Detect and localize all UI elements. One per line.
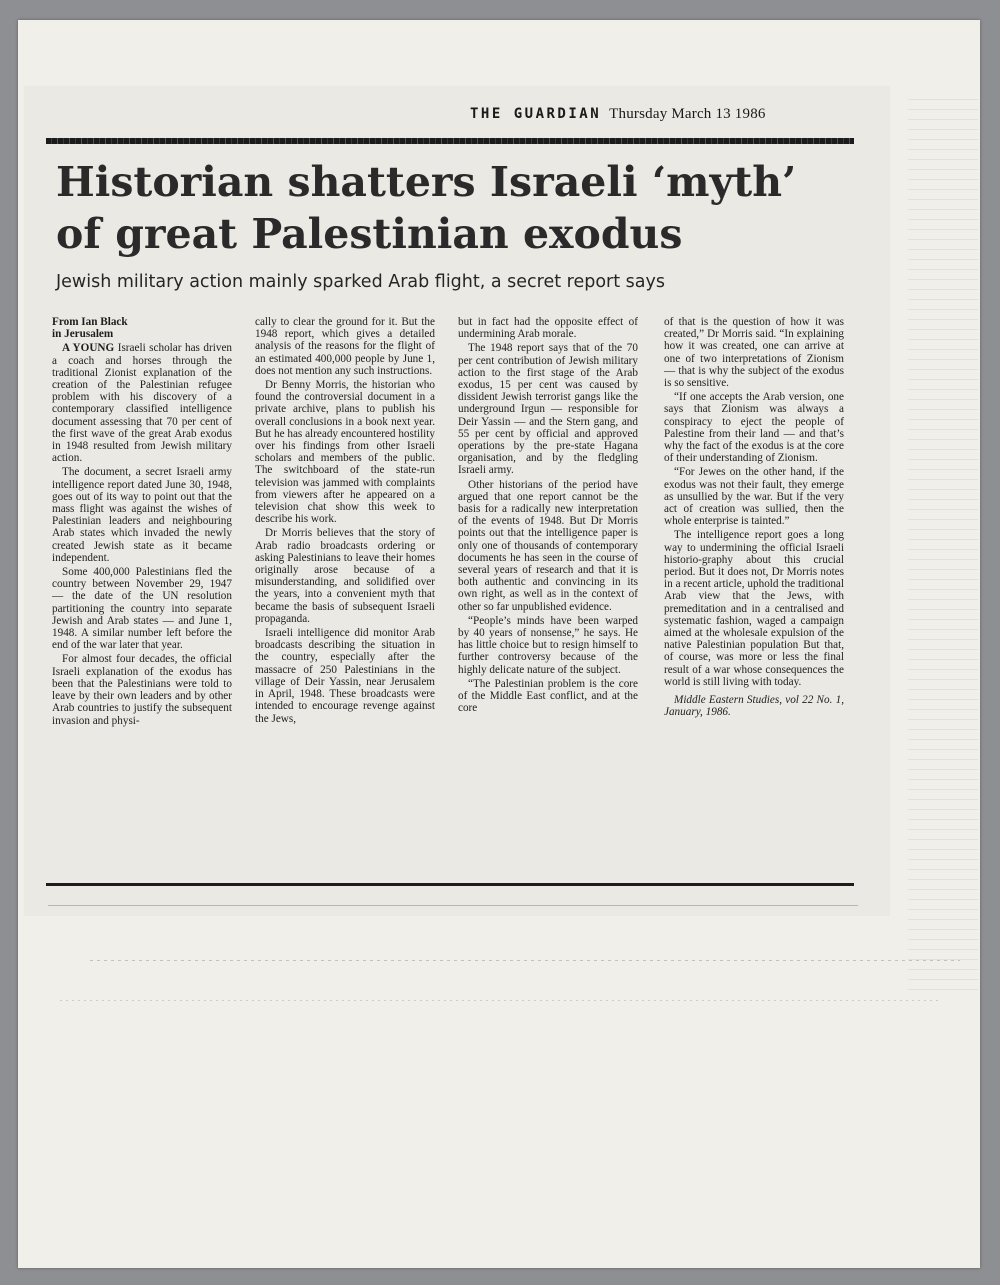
column-1 bbox=[52, 316, 232, 729]
paragraph bbox=[52, 342, 232, 464]
paragraph: Other historians of the period have argued that one report cannot be the basis for a radically new interpretation of the events of 1948. But Dr Morris points out that the intelligence paper is only one of thousands of contemporary documents he has seen in the course of several years of research and that it is both authentic and convincing in its own right, as well as in the context of other so far unpublished evidence. bbox=[458, 478, 638, 613]
paragraph: “If one accepts the Arab version, one says that Zionism was always a conspiracy to eject the people of Palestine from their land — and that’s why the fact of the exodus is at the core of their understanding of Zionism. bbox=[664, 391, 844, 465]
source-citation: Middle Eastern Studies, vol 22 No. 1, January, 1986. bbox=[664, 694, 844, 719]
paragraph-text: Israeli scholar has driven a coach and horses through the traditional Zionist explanation of the creation of the Palestinian refugee problem with his discovery of a contemporary classified intelligence document assessing that 70 per cent of the first wave of the great Arab exodus in 1948 resulted from Jewish military action. bbox=[52, 342, 232, 465]
paragraph: The intelligence report goes a long way to undermining the official Israeli historio-graphy about this crucial period. But it does not, Dr Morris notes in a recent article, uphold the traditional Arab view that the Jews, with premeditation and in a centralised and systematic fashion, waged a campaign aimed at the wholesale expulsion of the native Palestinian population But that, of course, was more or less the final result of a war whose consequences the world is still living with today. bbox=[664, 529, 844, 688]
headline-line-1: Historian shatters Israeli ‘myth’ bbox=[56, 158, 797, 206]
subheadline: Jewish military action mainly sparked Arab flight, a secret report says bbox=[56, 272, 665, 292]
headline-line-2: of great Palestinian exodus bbox=[56, 210, 683, 258]
paragraph: of that is the question of how it was created,” Dr Morris said. “In explaining how it was created, one can arrive at one of two interpretations of Zionism — that is why the subject of the exodus is so sensitive. bbox=[664, 316, 844, 390]
paragraph: Some 400,000 Palestinians fled the country between November 29, 1947 — the date of the UN resolution partitioning the country into separate Jewish and Arab states — and June 1, 1948. A similar number left before the end of the war later that year. bbox=[52, 566, 232, 652]
byline-author: From Ian Black bbox=[52, 316, 128, 328]
faint-offset-line bbox=[90, 960, 960, 961]
paragraph: The 1948 report says that of the 70 per cent contribution of Jewish military action to the first stage of the Arab exodus, 15 per cent was caused by dissident Jewish terrorist gangs like the underground Irgun — responsible for Deir Yassin — and the Stern gang, and 55 per cent by official and approved operations by the pre-state Hagana organisation, and by the fledgling Israeli army. bbox=[458, 342, 638, 477]
paragraph: Dr Benny Morris, the historian who found the controversial document in a private archive, plans to publish his overall conclusions in a book next year. But he has already encountered hostility over his findings from other Israeli scholars and members of the public. The switchboard of the state-run television was jammed with complaints from viewers after he appeared on a television chat show this week to describe his work. bbox=[255, 379, 435, 526]
bottom-rule bbox=[46, 883, 854, 886]
paragraph: “People’s minds have been warped by 40 years of nonsense,” he says. He has little choice but to resign himself to further controversy because of the highly delicate nature of the subject. bbox=[458, 614, 638, 676]
top-rule bbox=[46, 138, 854, 144]
paper-speckle bbox=[908, 90, 978, 990]
column-2 bbox=[255, 316, 435, 727]
lead-capitals: A YOUNG bbox=[62, 342, 115, 355]
paragraph: cally to clear the ground for it. But the 1948 report, which gives a detailed analysis of the reasons for the flight of an estimated 400,000 people by June 1, does not mention any such instructions. bbox=[255, 316, 435, 377]
faint-offset-line bbox=[60, 1000, 940, 1001]
paragraph: “For Jewes on the other hand, if the exodus was not their fault, they emerge as unsullied by the war. But if the very act of creation was sullied, then the whole enterprise is tainted.” bbox=[664, 466, 844, 528]
headline bbox=[56, 156, 856, 260]
publication-date: Thursday March 13 1986 bbox=[609, 106, 766, 122]
column-3 bbox=[458, 316, 638, 717]
paragraph: The document, a secret Israeli army intelligence report dated June 30, 1948, goes out of its way to point out that the mass flight was against the wishes of Palestinian leaders and neighbouring Arab states which invaded the newly created Jewish state as it became independent. bbox=[52, 466, 232, 564]
byline bbox=[52, 316, 232, 340]
column-4 bbox=[664, 316, 844, 721]
paragraph: Israeli intelligence did monitor Arab broadcasts describing the situation in the country, especially after the massacre of 250 Palestinians in the village of Deir Yassin, near Jerusalem in April, 1948. These broadcasts were intended to encourage revenge against the Jews, bbox=[255, 627, 435, 725]
newspaper-name: THE GUARDIAN bbox=[470, 106, 602, 122]
paragraph: For almost four decades, the official Israeli explanation of the exodus has been that the Palestinians were told to leave by their own leaders and by other Arab countries to justify the subsequent invasion and physi- bbox=[52, 653, 232, 727]
fold-line bbox=[48, 905, 858, 906]
masthead bbox=[470, 106, 766, 123]
byline-location: in Jerusalem bbox=[52, 328, 114, 341]
paragraph: but in fact had the opposite effect of undermining Arab morale. bbox=[458, 316, 638, 341]
paragraph: “The Palestinian problem is the core of the Middle East conflict, and at the core bbox=[458, 677, 638, 715]
paragraph: Dr Morris believes that the story of Arab radio broadcasts ordering or asking Palestinians to leave their homes originally arose because of a misunderstanding, and solidified over the years, into a convenient myth that became the basis of subsequent Israeli propaganda. bbox=[255, 527, 435, 625]
